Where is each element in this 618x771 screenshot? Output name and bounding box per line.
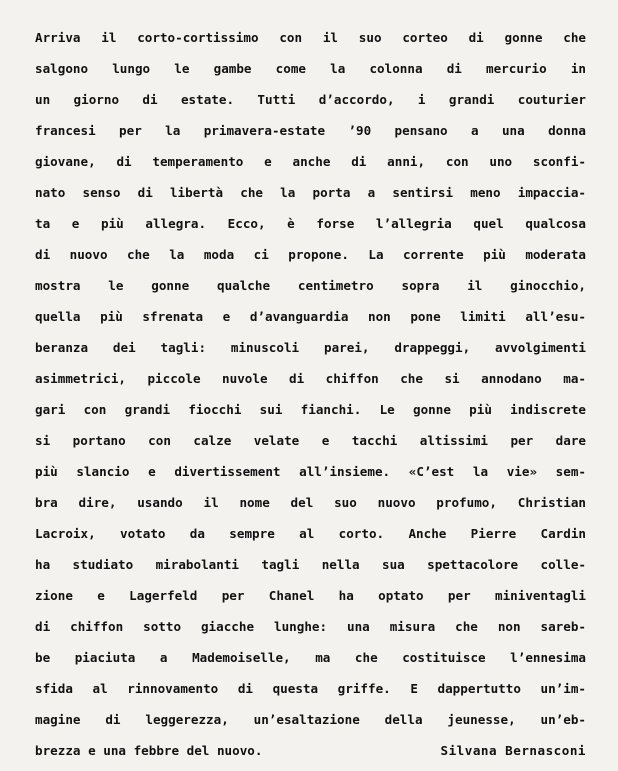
article-line: quella più sfrenata e d’avanguardia non pone limiti all’esu- bbox=[35, 309, 586, 324]
article-line: bra dire, usando il nome del suo nuovo profumo, Christian bbox=[35, 495, 586, 510]
article-line: asimmetrici, piccole nuvole di chiffon che si annodano ma- bbox=[35, 371, 586, 386]
article-line: ha studiato mirabolanti tagli nella sua spettacolore colle- bbox=[35, 557, 586, 572]
article-line: più slancio e divertissement all’insieme. «C’est la vie» sem- bbox=[35, 464, 586, 479]
article-line: Arriva il corto-cortissimo con il suo corteo di gonne che bbox=[35, 30, 586, 45]
article-line: be piaciuta a Mademoiselle, ma che costituisce l’ennesima bbox=[35, 650, 586, 665]
article-line: sfida al rinnovamento di questa griffe. E dappertutto un’im- bbox=[35, 681, 586, 696]
article-closing-line bbox=[35, 735, 586, 766]
article-line: ta e più allegra. Ecco, è forse l’allegria quel qualcosa bbox=[35, 216, 586, 231]
article-line: mostra le gonne qualche centimetro sopra il ginocchio, bbox=[35, 278, 586, 293]
article-line: beranza dei tagli: minuscoli parei, drappeggi, avvolgimenti bbox=[35, 340, 586, 355]
article-line: di nuovo che la moda ci propone. La corrente più moderata bbox=[35, 247, 586, 262]
author-signature: Silvana Bernasconi bbox=[440, 743, 586, 758]
article-line: giovane, di temperamento e anche di anni, con uno sconfi- bbox=[35, 154, 586, 169]
article-line: di chiffon sotto giacche lunghe: una misura che non sareb- bbox=[35, 619, 586, 634]
article-line: un giorno di estate. Tutti d’accordo, i grandi couturier bbox=[35, 92, 586, 107]
article-line: nato senso di libertà che la porta a sentirsi meno impaccia- bbox=[35, 185, 586, 200]
article-line: magine di leggerezza, un’esaltazione della jeunesse, un’eb- bbox=[35, 712, 586, 727]
article-last-line: brezza e una febbre del nuovo. bbox=[35, 743, 263, 758]
article-line: gari con grandi fiocchi sui fianchi. Le gonne più indiscrete bbox=[35, 402, 586, 417]
article-line: francesi per la primavera-estate ’90 pensano a una donna bbox=[35, 123, 586, 138]
article-line: salgono lungo le gambe come la colonna di mercurio in bbox=[35, 61, 586, 76]
article-line: Lacroix, votato da sempre al corto. Anche Pierre Cardin bbox=[35, 526, 586, 541]
article-line: si portano con calze velate e tacchi altissimi per dare bbox=[35, 433, 586, 448]
article-body bbox=[35, 22, 586, 766]
article-line: zione e Lagerfeld per Chanel ha optato per miniventagli bbox=[35, 588, 586, 603]
